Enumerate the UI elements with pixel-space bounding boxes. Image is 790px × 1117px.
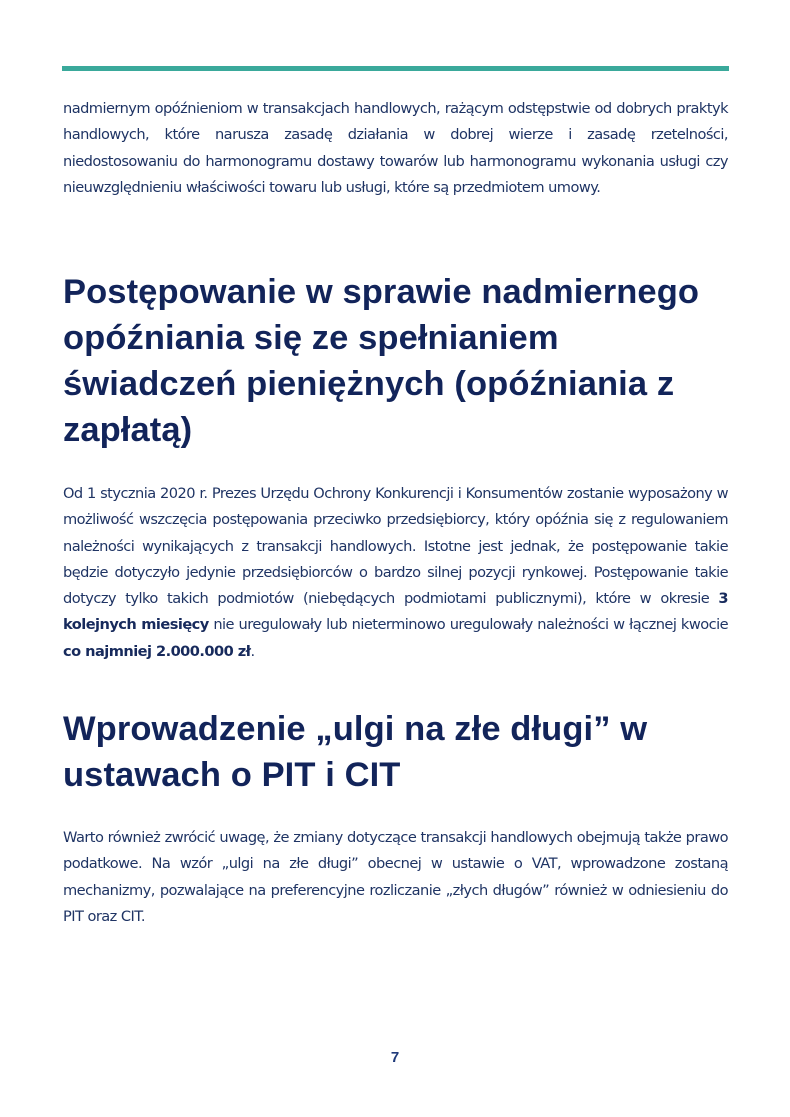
section-1-text: Od 1 stycznia 2020 r. Prezes Urzędu Ochrony Konkurencji i Konsumentów zostanie wyposażony w możliwość wszczęcia postępowania przeciwko przedsiębiorcy, który opóźnia się z regulowaniem należności wynikających z transakcji handlowych. Istotne jest jednak, że postępowanie takie będzie dotyczyło jedynie przedsiębiorców o bardzo silnej pozycji rynkowej. Postępowanie takie dotyczy tylko takich podmiotów (niebędących podmiotami publicznymi), które w okresie <box>63 485 728 608</box>
section-2-heading <box>63 706 728 798</box>
section-1-heading-line: świadczeń pieniężnych (opóźniania z <box>63 365 675 403</box>
section-2-heading-line: ustawach o PIT i CIT <box>63 756 401 794</box>
section-1-body <box>63 481 728 665</box>
emphasis-amount: co najmniej 2.000.000 zł <box>63 642 251 660</box>
section-1-text: . <box>250 642 255 660</box>
section-1-heading-line: zapłatą) <box>63 411 193 449</box>
section-1-heading-line: opóźniania się ze spełnianiem <box>63 319 559 357</box>
section-1-heading <box>63 269 728 453</box>
emphasis-period: 3 kolejnych miesięcy <box>63 590 728 634</box>
section-2-heading-block <box>63 706 728 798</box>
header-accent-rule <box>62 66 729 71</box>
section-1-paragraph <box>63 481 728 665</box>
section-2-body <box>63 825 728 930</box>
section-1-heading-line: Postępowanie w sprawie nadmiernego <box>63 273 700 311</box>
page-number: 7 <box>390 1049 400 1066</box>
section-2-paragraph: Warto również zwrócić uwagę, że zmiany dotyczące transakcji handlowych obejmują także prawo podatkowe. Na wzór „ulgi na złe długi” obecnej w ustawie o VAT, wprowadzone zostaną mechanizmy, pozwalające na preferencyjne rozliczanie „złych długów” również w odniesieniu do PIT oraz CIT. <box>63 829 728 925</box>
section-1-text: nie uregulowały lub nieterminowo uregulowały należności w łącznej kwocie <box>208 616 728 634</box>
section-2-heading-line: Wprowadzenie „ulgi na złe długi” w <box>63 710 648 748</box>
section-1-heading-block <box>63 269 728 453</box>
intro-paragraph: nadmiernym opóźnieniom w transakcjach handlowych, rażącym odstępstwie od dobrych praktyk handlowych, które narusza zasadę działania w dobrej wierze i zasadę rzetelności, niedostosowaniu do harmonogramu dostawy towarów lub harmonogramu wykonania usługi czy nieuwzględnieniu właściwości towaru lub usługi, które są przedmiotem umowy. <box>63 100 728 196</box>
intro-block <box>63 96 728 201</box>
